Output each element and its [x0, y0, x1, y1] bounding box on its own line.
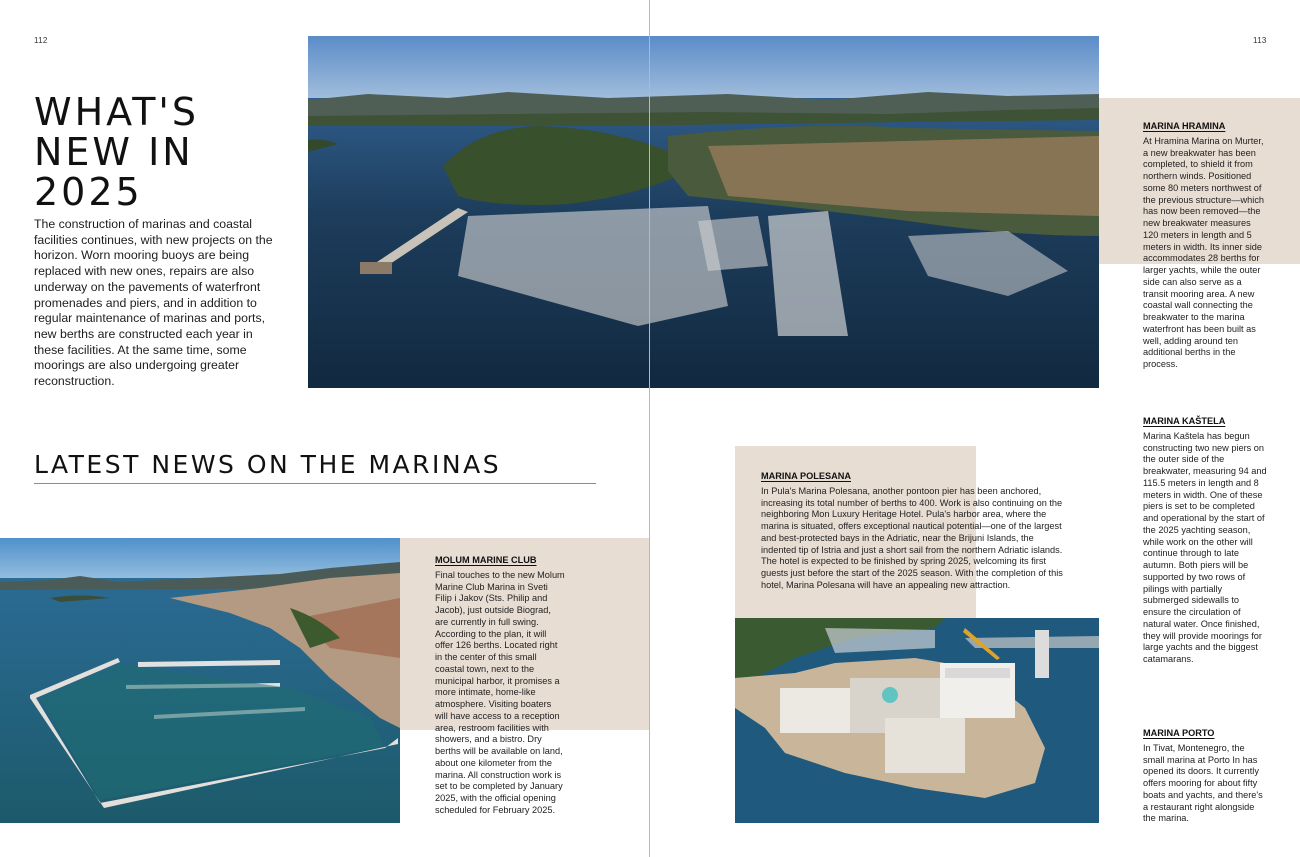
article-porto — [1143, 728, 1268, 825]
hero-photo-illustration — [308, 36, 1099, 388]
article-hramina-body: At Hramina Marina on Murter, a new breakwater has been completed, to shield it from northern winds. Positioned some 80 meters northwest of the previous structure—which has now been removed—the new breakwater measures 120 meters in length and 5 meters in width. Its inner side accommodates 28 berths for larger yachts, while the outer side can also serve as a transit mooring area. A new coastal wall connecting the breakwater to the marina waterfront has been built as well, adding around ten additional berths in the process. — [1143, 135, 1265, 369]
article-hramina — [1143, 121, 1265, 371]
article-kastela-body: Marina Kaštela has begun constructing two new piers on the outer side of the breakwater, measuring 94 and 115.5 meters in length and 8 meters in width. One of these piers is set to be completed and operational by the start of the 2025 yachting season, while work on the other will continue through to late autumn. Both piers will be supported by two rows of pilings with partially submerged sidewalls to ensure the circulation of natural water. Once finished, they will provide moorings for large yachts and the biggest catamarans. — [1143, 430, 1267, 664]
news-section-title: LATEST NEWS ON THE MARINAS — [34, 450, 502, 479]
article-molum-body: Final touches to the new Molum Marine Club Marina in Sveti Filip i Jakov (Sts. Philip and Jacob), just outside Biograd, are currently in full swing. According to the plan, it will offer 126 berths. Located right in the center of this small coastal town, next to the municipal harbor, it promises a more intimate, home-like atmosphere. Visiting boaters will have access to a reception area, restroom facilities with showers, and a bistro. Dry berths will be available on land, about one kilometer from the marina. All construction work is set to be completed by January 2025, with the official opening scheduled for February 2025. — [435, 569, 565, 815]
molum-photo — [0, 538, 400, 823]
article-molum-title: MOLUM MARINE CLUB — [435, 555, 537, 565]
article-polesana-body: In Pula's Marina Polesana, another pontoon pier has been anchored, increasing its total number of berths to 400. Work is also continuing on the neighboring Mon Luxury Heritage Hotel. Pula's harbor area, where the marina is situated, offers exceptional nautical potential—one of the largest and best-protected bays in the Adriatic, near the Brijuni Islands, the indented tip of Istria and just a short sail from the northern Adriatic islands. The hotel is expected to be finished by spring 2025, welcoming its first guests just before the start of the 2025 season. With the completion of this hotel, Marina Polesana will have an appealing new attraction. — [761, 485, 1063, 590]
article-porto-title: MARINA PORTO — [1143, 728, 1215, 738]
page-number-right: 113 — [1253, 36, 1267, 45]
hero-photo — [308, 36, 1099, 388]
section-title-rule — [34, 483, 596, 484]
feature-intro: The construction of marinas and coastal facilities continues, with new projects on the horizon. Worn mooring buoys are being replaced with new ones, repairs are also underway on the pavements of waterfront promenades and piers, and in addition to regular maintenance of marinas and ports, new berths are constructed each year in these facilities. At the same time, some moorings are also undergoing greater reconstruction. — [34, 217, 273, 389]
polesana-photo-illustration — [735, 618, 1099, 823]
article-hramina-title: MARINA HRAMINA — [1143, 121, 1226, 131]
molum-photo-illustration — [0, 538, 400, 823]
article-porto-body: In Tivat, Montenegro, the small marina at Porto In has opened its doors. It currently offers mooring for about fifty boats and yachts, and there's a restaurant right alongside the marina. — [1143, 742, 1263, 824]
article-molum — [435, 555, 565, 817]
article-kastela-title: MARINA KAŠTELA — [1143, 416, 1226, 426]
page-number-left: 112 — [34, 36, 48, 45]
article-kastela — [1143, 416, 1268, 666]
article-polesana-title: MARINA POLESANA — [761, 471, 852, 481]
article-polesana — [761, 471, 1071, 592]
polesana-photo — [735, 618, 1099, 823]
feature-title: WHAT'S NEW IN 2025 — [34, 90, 199, 214]
page-spine-divider — [649, 0, 650, 857]
